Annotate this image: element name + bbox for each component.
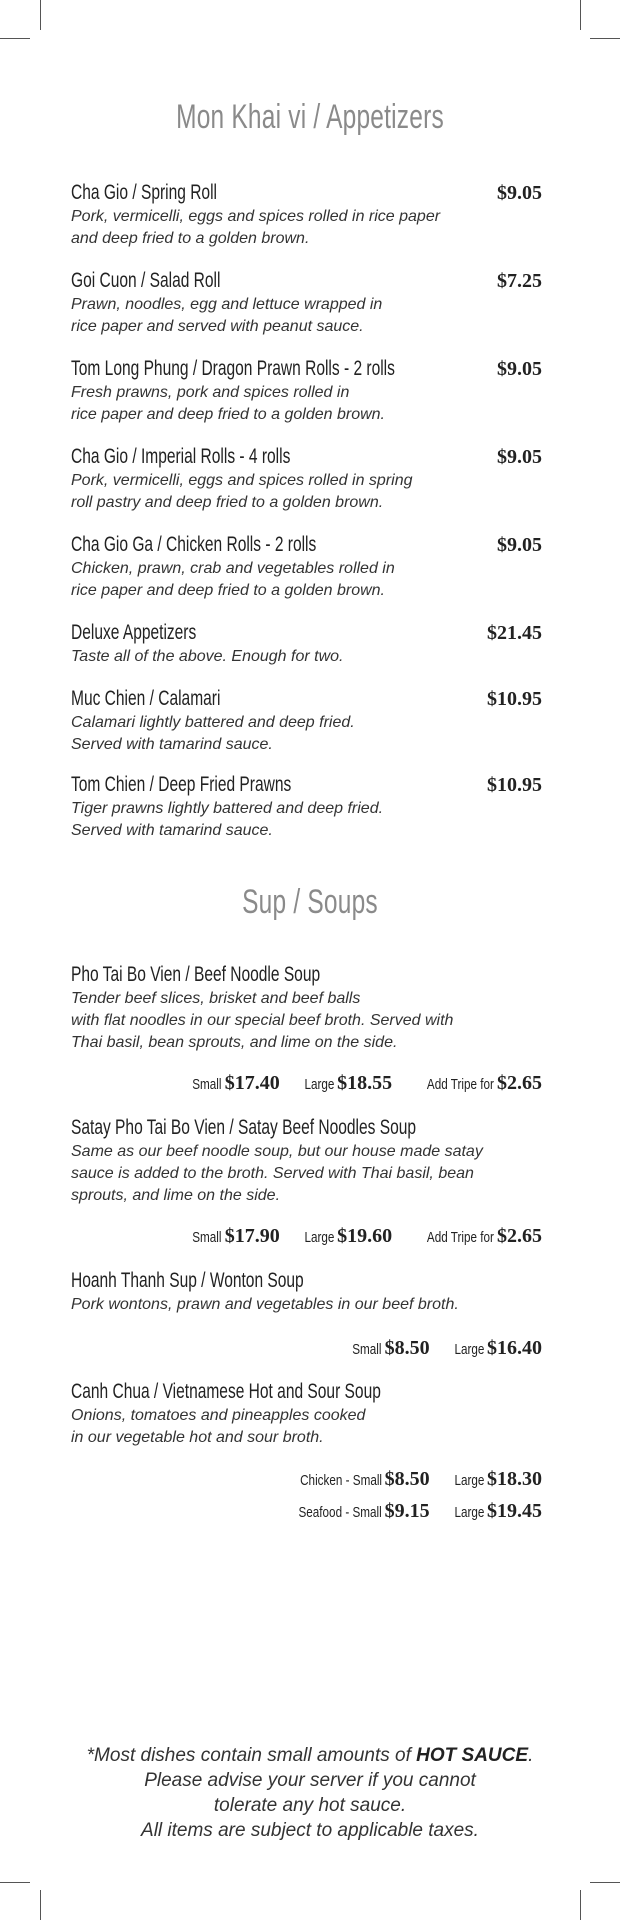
item-name: Cha Gio / Imperial Rolls - 4 rolls — [71, 445, 291, 468]
item-name: Muc Chien / Calamari — [71, 687, 221, 710]
menu-item — [71, 772, 542, 842]
menu-item — [71, 962, 542, 1054]
menu-item — [71, 1115, 542, 1207]
menu-item — [71, 356, 542, 426]
price-row: Chicken - Small $8.50 Large $18.30 — [299, 1468, 542, 1490]
appetizers-title: Mon Khai vi / Appetizers — [176, 98, 444, 136]
price-row: Seafood - Small $9.15 Large $19.45 — [298, 1500, 542, 1522]
item-description: Pork, vermicelli, eggs and spices rolled in rice paper and deep fried to a golden brown. — [71, 208, 441, 247]
crop-mark — [580, 1890, 581, 1920]
item-price: $9.05 — [497, 534, 542, 556]
item-description: Pork wontons, prawn and vegetables in our beef broth. — [71, 1296, 459, 1313]
soups-title: Sup / Soups — [242, 883, 378, 921]
item-price: $9.05 — [497, 358, 542, 380]
item-price: $7.25 — [497, 270, 542, 292]
item-name: Deluxe Appetizers — [71, 621, 197, 644]
menu-item — [71, 1379, 542, 1449]
item-description: Tender beef slices, brisket and beef balls with flat noodles in our special beef broth. Served with Thai basil, bean sprouts, and lime on the side. — [71, 990, 454, 1051]
menu-item — [71, 180, 542, 250]
item-name: Hoanh Thanh Sup / Wonton Soup — [71, 1269, 304, 1292]
item-description: Prawn, noodles, egg and lettuce wrapped in rice paper and served with peanut sauce. — [71, 296, 383, 335]
item-description: Tiger prawns lightly battered and deep fried. Served with tamarind sauce. — [71, 800, 384, 839]
price-row: Small $17.90 Large $19.60 Add Tripe for $2.65 — [192, 1225, 542, 1247]
footer-note: *Most dishes contain small amounts of HOT SAUCE. Please advise your server if you cannot tolerate any hot sauce. All items are subject to applicable taxes. — [86, 1745, 534, 1841]
item-description: Pork, vermicelli, eggs and spices rolled in spring roll pastry and deep fried to a golden brown. — [71, 472, 413, 511]
menu-item — [71, 444, 542, 514]
item-price: $10.95 — [487, 774, 542, 796]
item-description: Same as our beef noodle soup, but our house made satay sauce is added to the broth. Served with Thai basil, bean sprouts, and lime on the side. — [71, 1143, 483, 1204]
menu-item — [71, 268, 542, 338]
crop-mark — [590, 1882, 620, 1883]
item-description: Fresh prawns, pork and spices rolled in rice paper and deep fried to a golden brown. — [71, 384, 385, 423]
menu-item — [71, 620, 542, 668]
crop-mark — [40, 1890, 41, 1920]
item-name: Cha Gio / Spring Roll — [71, 181, 217, 204]
item-price: $9.05 — [497, 182, 542, 204]
crop-mark — [590, 38, 620, 39]
item-price: $21.45 — [487, 622, 542, 644]
item-description: Taste all of the above. Enough for two. — [71, 648, 344, 665]
item-name: Tom Long Phung / Dragon Prawn Rolls - 2 rolls — [71, 357, 395, 380]
crop-mark — [580, 0, 581, 30]
item-name: Pho Tai Bo Vien / Beef Noodle Soup — [71, 963, 321, 986]
item-description: Chicken, prawn, crab and vegetables rolled in rice paper and deep fried to a golden brown. — [71, 560, 395, 599]
crop-mark — [0, 38, 30, 39]
price-row: Small $8.50 Large $16.40 — [352, 1337, 542, 1359]
price-row: Small $17.40 Large $18.55 Add Tripe for $2.65 — [192, 1072, 542, 1094]
menu-item — [71, 1268, 542, 1316]
crop-mark — [0, 1882, 30, 1883]
item-price: $9.05 — [497, 446, 542, 468]
item-name: Satay Pho Tai Bo Vien / Satay Beef Noodles Soup — [71, 1116, 417, 1139]
crop-mark — [40, 0, 41, 30]
item-name: Tom Chien / Deep Fried Prawns — [71, 773, 292, 796]
item-name: Goi Cuon / Salad Roll — [71, 269, 221, 292]
item-description: Onions, tomatoes and pineapples cooked in our vegetable hot and sour broth. — [71, 1407, 366, 1446]
item-description: Calamari lightly battered and deep fried. Served with tamarind sauce. — [71, 714, 355, 753]
item-name: Cha Gio Ga / Chicken Rolls - 2 rolls — [71, 533, 317, 556]
menu-item — [71, 532, 542, 602]
item-name: Canh Chua / Vietnamese Hot and Sour Soup — [71, 1380, 381, 1403]
menu-item — [71, 686, 542, 756]
item-price: $10.95 — [487, 688, 542, 710]
